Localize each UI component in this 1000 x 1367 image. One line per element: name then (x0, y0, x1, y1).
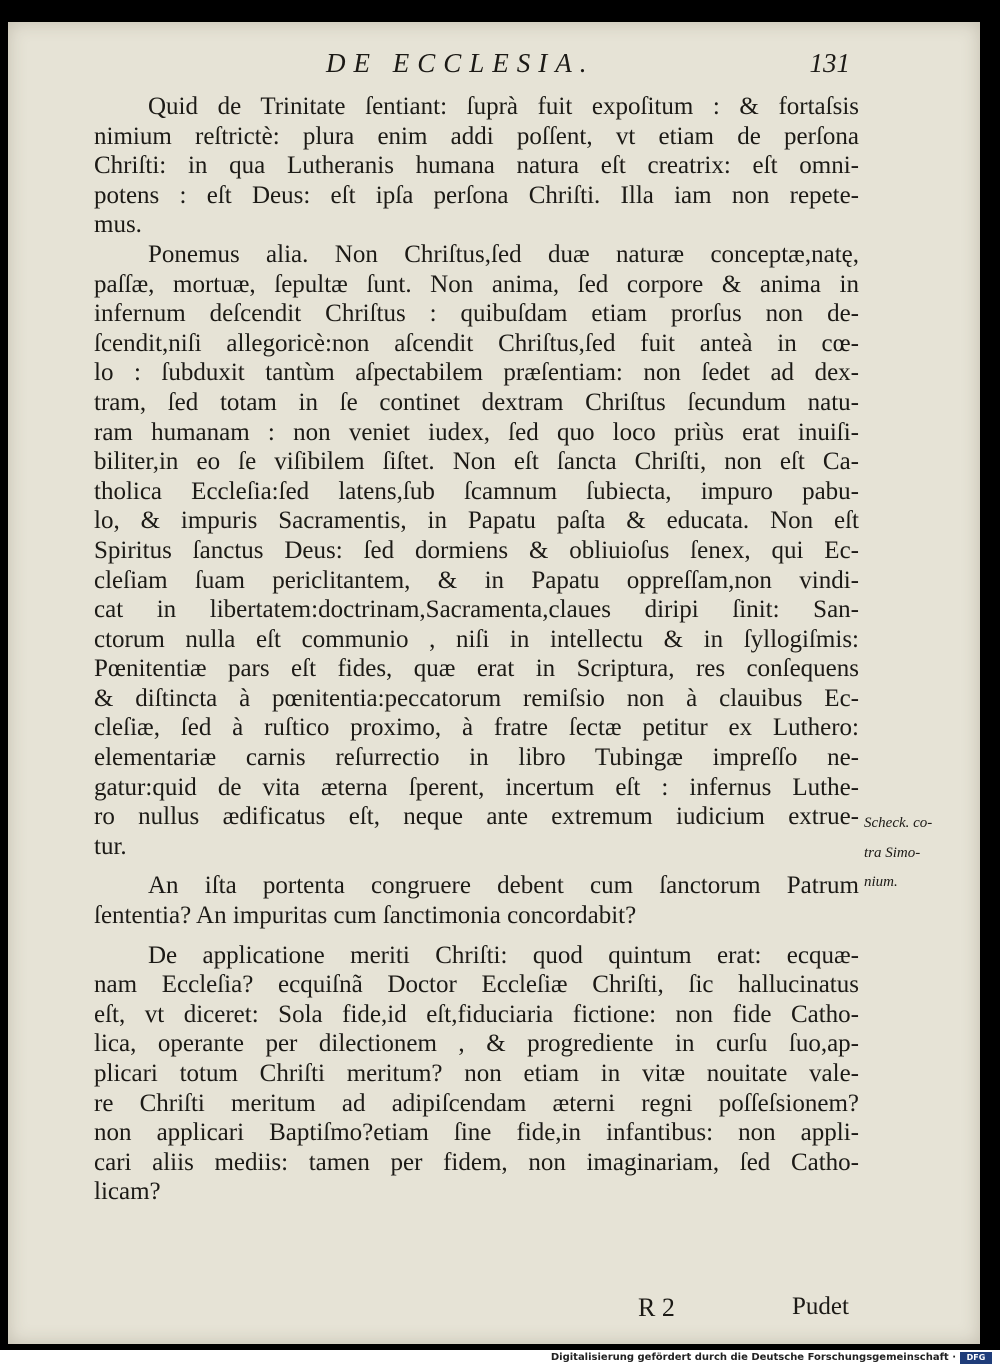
marginal-note (864, 809, 984, 898)
page-number: 131 (809, 48, 850, 78)
text-line: cat in libertatem:doctrinam,Sacramenta,claues diripi ſinit: San- (94, 596, 859, 624)
text-line: Ponemus alia. Non Chriſtus,ſed duæ naturæ conceptæ,natę, (148, 240, 859, 268)
text-line: infernum deſcendit Chriſtus : quibuſdam etiam prorſus non de- (94, 300, 859, 328)
text-line: eſt, vt diceret: Sola fide,id eſt,fiduciaria fictione: non fide Catho- (94, 1000, 859, 1028)
signature-mark: R 2 (638, 1293, 675, 1322)
body-text (94, 92, 859, 1207)
text-line: cari aliis mediis: tamen per fidem, non imaginariam, ſed Catho- (94, 1148, 859, 1176)
marginal-line: nium. (864, 874, 898, 891)
text-line: ram humanam : non veniet iudex, ſed quo loco priùs erat inuiſi- (94, 418, 859, 446)
text-line: An iſta portenta congruere debent cum ſanctorum Patrum (148, 872, 859, 900)
text-line: plicari totum Chriſti meritum? non etiam in vitæ nouitate vale- (94, 1060, 859, 1087)
text-line: elementariæ carnis reſurrectio in libro Tubingæ impreſſo ne- (94, 744, 859, 772)
marginal-line: Scheck. co- (864, 815, 933, 831)
running-title: DE ECCLESIA. (326, 48, 595, 78)
text-line: Quid de Trinitate ſentiant: ſuprà fuit expoſitum : & fortaſsis (148, 93, 859, 120)
text-line: lo, & impuris Sacramentis, in Papatu paſta & educata. Non eſt (94, 507, 859, 535)
text-line: licam? (94, 1178, 161, 1206)
text-line: tram, ſed totam in ſe continet dextram Chriſtus ſecundum natu- (94, 388, 859, 416)
text-line: nam Eccleſia? ecquiſnã Doctor Eccleſiæ Chriſti, ſic hallucinatus (94, 971, 859, 999)
text-line: Pœnitentiæ pars eſt fides, quæ erat in Scriptura, res conſequens (94, 655, 859, 683)
paragraph-trinity (94, 92, 859, 240)
text-line: lo : ſubduxit tantùm aſpectabilem præſentiam: non ſedet ad dex- (94, 359, 859, 387)
text-line: biliter,in eo ſe viſibilem ſiſtet. Non eſt ſancta Chriſti, non eſt Ca- (94, 448, 859, 476)
text-line: Chriſti: in qua Lutheranis humana natura eſt creatrix: eſt omni- (94, 152, 859, 180)
paragraph-ponemus (94, 240, 859, 861)
text-line: re Chriſti meritum ad adipiſcendam æterni regni poſſeſsionem? (94, 1089, 859, 1117)
text-line: cleſiæ, ſed à ruſtico proximo, à fratre ſectæ petitur ex Luthero: (94, 714, 859, 742)
paragraph-portenta (94, 871, 859, 930)
text-line: De applicatione meriti Chriſti: quod quintum erat: ecquæ- (148, 941, 859, 969)
text-line: & diſtincta à pœnitentia:peccatorum remiſsio non à clauibus Ec- (94, 684, 859, 712)
text-line: ſcendit,niſi allegoricè:non aſcendit Chriſtus,ſed fuit anteà in cœ- (94, 329, 859, 357)
text-line: potens : eſt Deus: eſt ipſa perſona Chriſti. Illa iam non repete- (94, 181, 859, 209)
text-line: gatur:quid de vita æterna ſperent, incertum eſt : infernus Luthe- (94, 773, 859, 801)
text-line: paſſæ, mortuæ, ſepultæ ſunt. Non anima, ſed corpore & anima in (94, 270, 859, 298)
dfg-logo: DFG (960, 1352, 992, 1364)
text-line: nimium reſtrictè: plura enim addi poſſent, vt etiam de perſona (94, 122, 859, 150)
text-line: mus. (94, 211, 142, 239)
running-head (8, 48, 980, 88)
book-page (8, 22, 980, 1344)
marginal-line: tra Simo- (864, 844, 921, 861)
text-line: tholica Eccleſia:ſed latens,ſub ſcamnum ſubiecta, impuro pabu- (94, 477, 859, 505)
text-line: non applicari Baptiſmo?etiam ſine fide,in infantibus: non appli- (94, 1119, 859, 1147)
catchword: Pudet (792, 1293, 849, 1320)
text-line: ſententia? An impuritas cum ſanctimonia concordabit? (94, 902, 637, 930)
paragraph-applicatione (94, 941, 859, 1207)
text-line: Spiritus ſanctus Deus: ſed dormiens & obliuioſus ſenex, qui Ec- (94, 536, 859, 564)
digitization-credit: Digitalisierung gefördert durch die Deutsche Forschungsgemeinschaft · (550, 1352, 956, 1363)
text-line: tur. (94, 832, 127, 860)
text-line: lica, operante per dilectionem , & progrediente in curſu ſuo,ap- (94, 1030, 859, 1058)
text-line: ctorum nulla eſt communio , niſi in intellectu & in ſyllogiſmis: (94, 625, 859, 653)
text-line: ro nullus ædificatus eſt, neque ante extremum iudicium extrue- (94, 803, 859, 831)
text-line: cleſiam ſuam periclitantem, & in Papatu oppreſſam,non vindi- (94, 566, 859, 594)
